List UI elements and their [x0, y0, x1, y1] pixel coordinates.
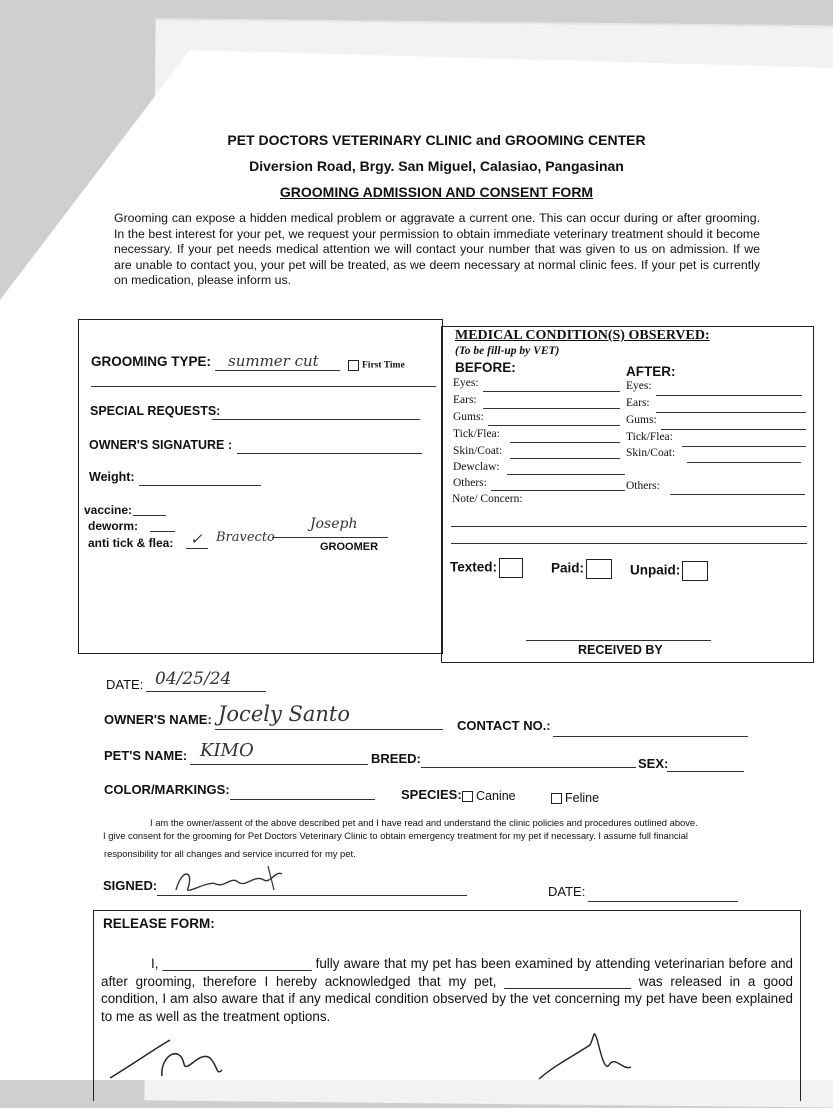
color-label: COLOR/MARKINGS: — [104, 782, 230, 797]
after-eyes-line[interactable] — [656, 395, 802, 396]
owner-signature-label: OWNER'S SIGNATURE : — [89, 438, 233, 452]
species-label: SPECIES: — [401, 787, 462, 802]
consent-line-2: I give consent for the grooming for Pet Doctors Veterinary Clinic to obtain emergency treatment for my pet if necessary. I assume full financial — [103, 830, 688, 841]
after-skin: Skin/Coat: — [626, 447, 676, 459]
texted-label: Texted: — [450, 559, 498, 575]
received-by-label: RECEIVED BY — [578, 643, 663, 657]
groomer-name: Joseph — [310, 516, 358, 532]
paid-label: Paid: — [551, 560, 585, 576]
after-gums-line[interactable] — [661, 429, 806, 430]
anti-tick-line[interactable] — [186, 548, 208, 549]
unpaid-option[interactable] — [630, 561, 708, 581]
paid-option[interactable] — [551, 559, 612, 579]
groomer-label: GROOMER — [320, 541, 379, 553]
contact-line[interactable] — [553, 736, 748, 737]
anti-tick-label: anti tick & flea: — [88, 536, 174, 550]
before-skin-line[interactable] — [510, 458, 620, 459]
before-dewclaw: Dewclaw: — [453, 461, 500, 473]
canine-option[interactable] — [462, 789, 516, 803]
feline-option[interactable] — [551, 791, 599, 805]
before-tick-line[interactable] — [510, 442, 620, 443]
clinic-name: PET DOCTORS VETERINARY CLINIC and GROOMING CENTER — [227, 132, 646, 148]
before-tick: Tick/Flea: — [453, 428, 500, 440]
medical-subtitle: (To be fill-up by VET) — [455, 345, 560, 357]
pet-name-line[interactable] — [190, 764, 368, 765]
texted-checkbox[interactable] — [499, 558, 523, 578]
owner-signature-scribble — [168, 860, 288, 900]
after-tick: Tick/Flea: — [626, 431, 673, 443]
first-time-label: First Time — [362, 360, 405, 371]
after-label: AFTER: — [626, 364, 676, 379]
vaccine-line[interactable] — [133, 515, 166, 516]
note-label: Note/ Concern: — [452, 493, 523, 505]
vaccine-label: vaccine: — [84, 503, 133, 517]
release-text: I, ____________________ fully aware that my pet has been examined by attending veterinarian before and after grooming, therefore I hereby acknowledged that my pet, _________________ was released in a good condition, I am also aware that if any medical condition observed by the vet concerning my pet have been explained to me as well as the treatment options. — [101, 956, 793, 1024]
special-requests-line[interactable] — [212, 419, 420, 420]
before-eyes: Eyes: — [453, 377, 479, 389]
owner-name-line[interactable] — [215, 729, 443, 730]
feline-label: Feline — [565, 791, 600, 805]
release-vet-signature-scribble — [535, 1025, 645, 1080]
after-eyes: Eyes: — [626, 380, 652, 392]
before-eyes-line[interactable] — [483, 391, 620, 392]
anti-tick-check: ✓ — [190, 530, 203, 548]
before-gums: Gums: — [453, 411, 484, 423]
owner-signature-line[interactable] — [237, 453, 422, 454]
first-time-checkbox[interactable] — [348, 360, 359, 371]
contact-label: CONTACT NO.: — [457, 718, 551, 733]
unpaid-checkbox[interactable] — [682, 561, 708, 581]
note-line-2[interactable] — [451, 543, 807, 544]
date-value[interactable]: 04/25/24 — [155, 669, 232, 689]
pet-name-label: PET'S NAME: — [104, 748, 188, 763]
before-label: BEFORE: — [455, 360, 516, 375]
grooming-type-value[interactable]: summer cut — [228, 352, 319, 370]
intro-paragraph: Grooming can expose a hidden medical problem or aggravate a current one. This can occur during or after grooming. In the best interest for your pet, we request your permission to obtain immediate veterinary treatment should it become necessary. If your pet needs medical attention we will contact your number that was given to us on admission. If we are unable to contact you, your pet will be treated, as we deem necessary at normal clinic fees. If your pet is currently on medication, please inform us. — [114, 211, 760, 287]
canine-label: Canine — [476, 789, 516, 803]
signed-label: SIGNED: — [103, 878, 158, 893]
anti-tick-value: Bravecto — [216, 530, 275, 545]
date-label: DATE: — [106, 677, 144, 692]
paid-checkbox[interactable] — [586, 559, 612, 579]
clinic-address: Diversion Road, Brgy. San Miguel, Calasiao, Pangasinan — [249, 158, 624, 174]
grooming-type-line-2 — [91, 386, 436, 387]
signed-date-label: DATE: — [548, 884, 586, 899]
received-by-line[interactable] — [526, 640, 711, 641]
consent-line-3: responsibility for all changes and service incurred for my pet. — [104, 848, 356, 859]
before-ears: Ears: — [453, 394, 477, 406]
deworm-line[interactable] — [150, 531, 175, 532]
after-others: Others: — [626, 480, 660, 492]
date-line[interactable] — [146, 691, 266, 692]
consent-line-1: I am the owner/assent of the above described pet and I have read and understand the clinic policies and procedures outlined above. — [150, 817, 698, 828]
signed-date-line[interactable] — [588, 901, 738, 902]
before-gums-line[interactable] — [488, 425, 620, 426]
feline-checkbox[interactable] — [551, 793, 562, 804]
unpaid-label: Unpaid: — [630, 562, 681, 578]
owner-name-label: OWNER'S NAME: — [104, 712, 212, 727]
canine-checkbox[interactable] — [462, 791, 473, 802]
before-others: Others: — [453, 477, 487, 489]
release-signature-scribble — [100, 1030, 240, 1080]
breed-label: BREED: — [371, 751, 421, 766]
medical-title: MEDICAL CONDITION(S) OBSERVED: — [455, 328, 710, 343]
sex-label: SEX: — [638, 756, 669, 771]
after-others-line[interactable] — [670, 494, 805, 495]
before-others-line[interactable] — [491, 490, 625, 491]
after-ears-line[interactable] — [656, 412, 806, 413]
after-tick-line[interactable] — [682, 446, 806, 447]
before-skin: Skin/Coat: — [453, 445, 503, 457]
after-gums: Gums: — [626, 414, 657, 426]
weight-line[interactable] — [139, 485, 261, 486]
before-ears-line[interactable] — [483, 408, 620, 409]
after-skin-line[interactable] — [687, 462, 801, 463]
deworm-label: deworm: — [88, 519, 139, 533]
color-line[interactable] — [230, 799, 375, 800]
first-time-option[interactable] — [348, 360, 405, 371]
before-dewclaw-line[interactable] — [507, 474, 625, 475]
breed-line[interactable] — [421, 767, 636, 768]
grooming-type-label: GROOMING TYPE: — [91, 354, 212, 369]
weight-label: Weight: — [89, 470, 135, 484]
note-line-1[interactable] — [451, 526, 807, 527]
texted-option[interactable] — [450, 558, 523, 578]
special-requests-label: SPECIAL REQUESTS: — [90, 404, 221, 418]
release-title: RELEASE FORM: — [103, 916, 215, 931]
sex-line[interactable] — [667, 771, 744, 772]
after-ears: Ears: — [626, 397, 650, 409]
form-title: GROOMING ADMISSION AND CONSENT FORM — [279, 184, 594, 200]
groomer-line[interactable] — [272, 537, 388, 538]
owner-name-value[interactable]: Jocely Santo — [218, 702, 351, 726]
grooming-type-line — [215, 370, 340, 371]
pet-name-value[interactable]: KIMO — [200, 740, 254, 761]
